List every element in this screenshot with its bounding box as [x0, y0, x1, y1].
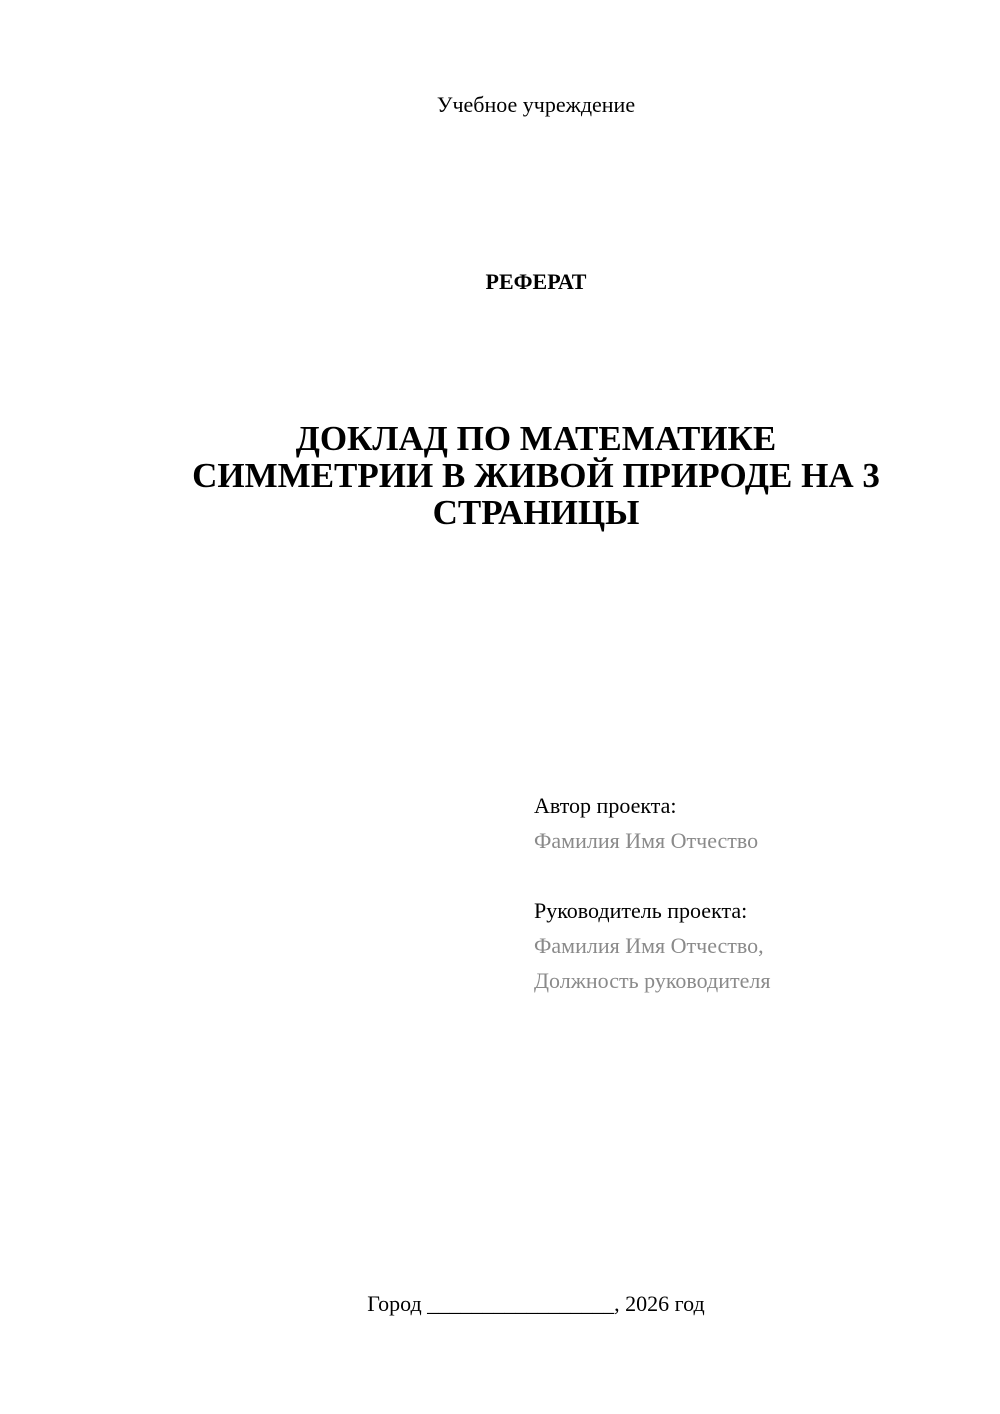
author-name: Фамилия Имя Отчество: [534, 828, 759, 853]
supervisor-label: Руководитель проекта:: [534, 898, 748, 923]
supervisor-position: Должность руководителя: [534, 968, 771, 993]
author-label: Автор проекта:: [534, 793, 677, 818]
institution-name: Учебное учреждение: [436, 92, 636, 117]
document-type: РЕФЕРАТ: [485, 269, 587, 294]
authors-spacer: [534, 858, 974, 893]
document-title: [140, 420, 932, 531]
title-line-2: СИММЕТРИИ В ЖИВОЙ ПРИРОДЕ НА 3: [192, 456, 880, 495]
city-year-line: Город _________________, 2026 год: [367, 1291, 705, 1316]
title-line-1: ДОКЛАД ПО МАТЕМАТИКЕ: [295, 419, 777, 458]
title-line-3: СТРАНИЦЫ: [432, 493, 640, 532]
authors-block: [534, 788, 974, 998]
supervisor-name: Фамилия Имя Отчество,: [534, 933, 764, 958]
